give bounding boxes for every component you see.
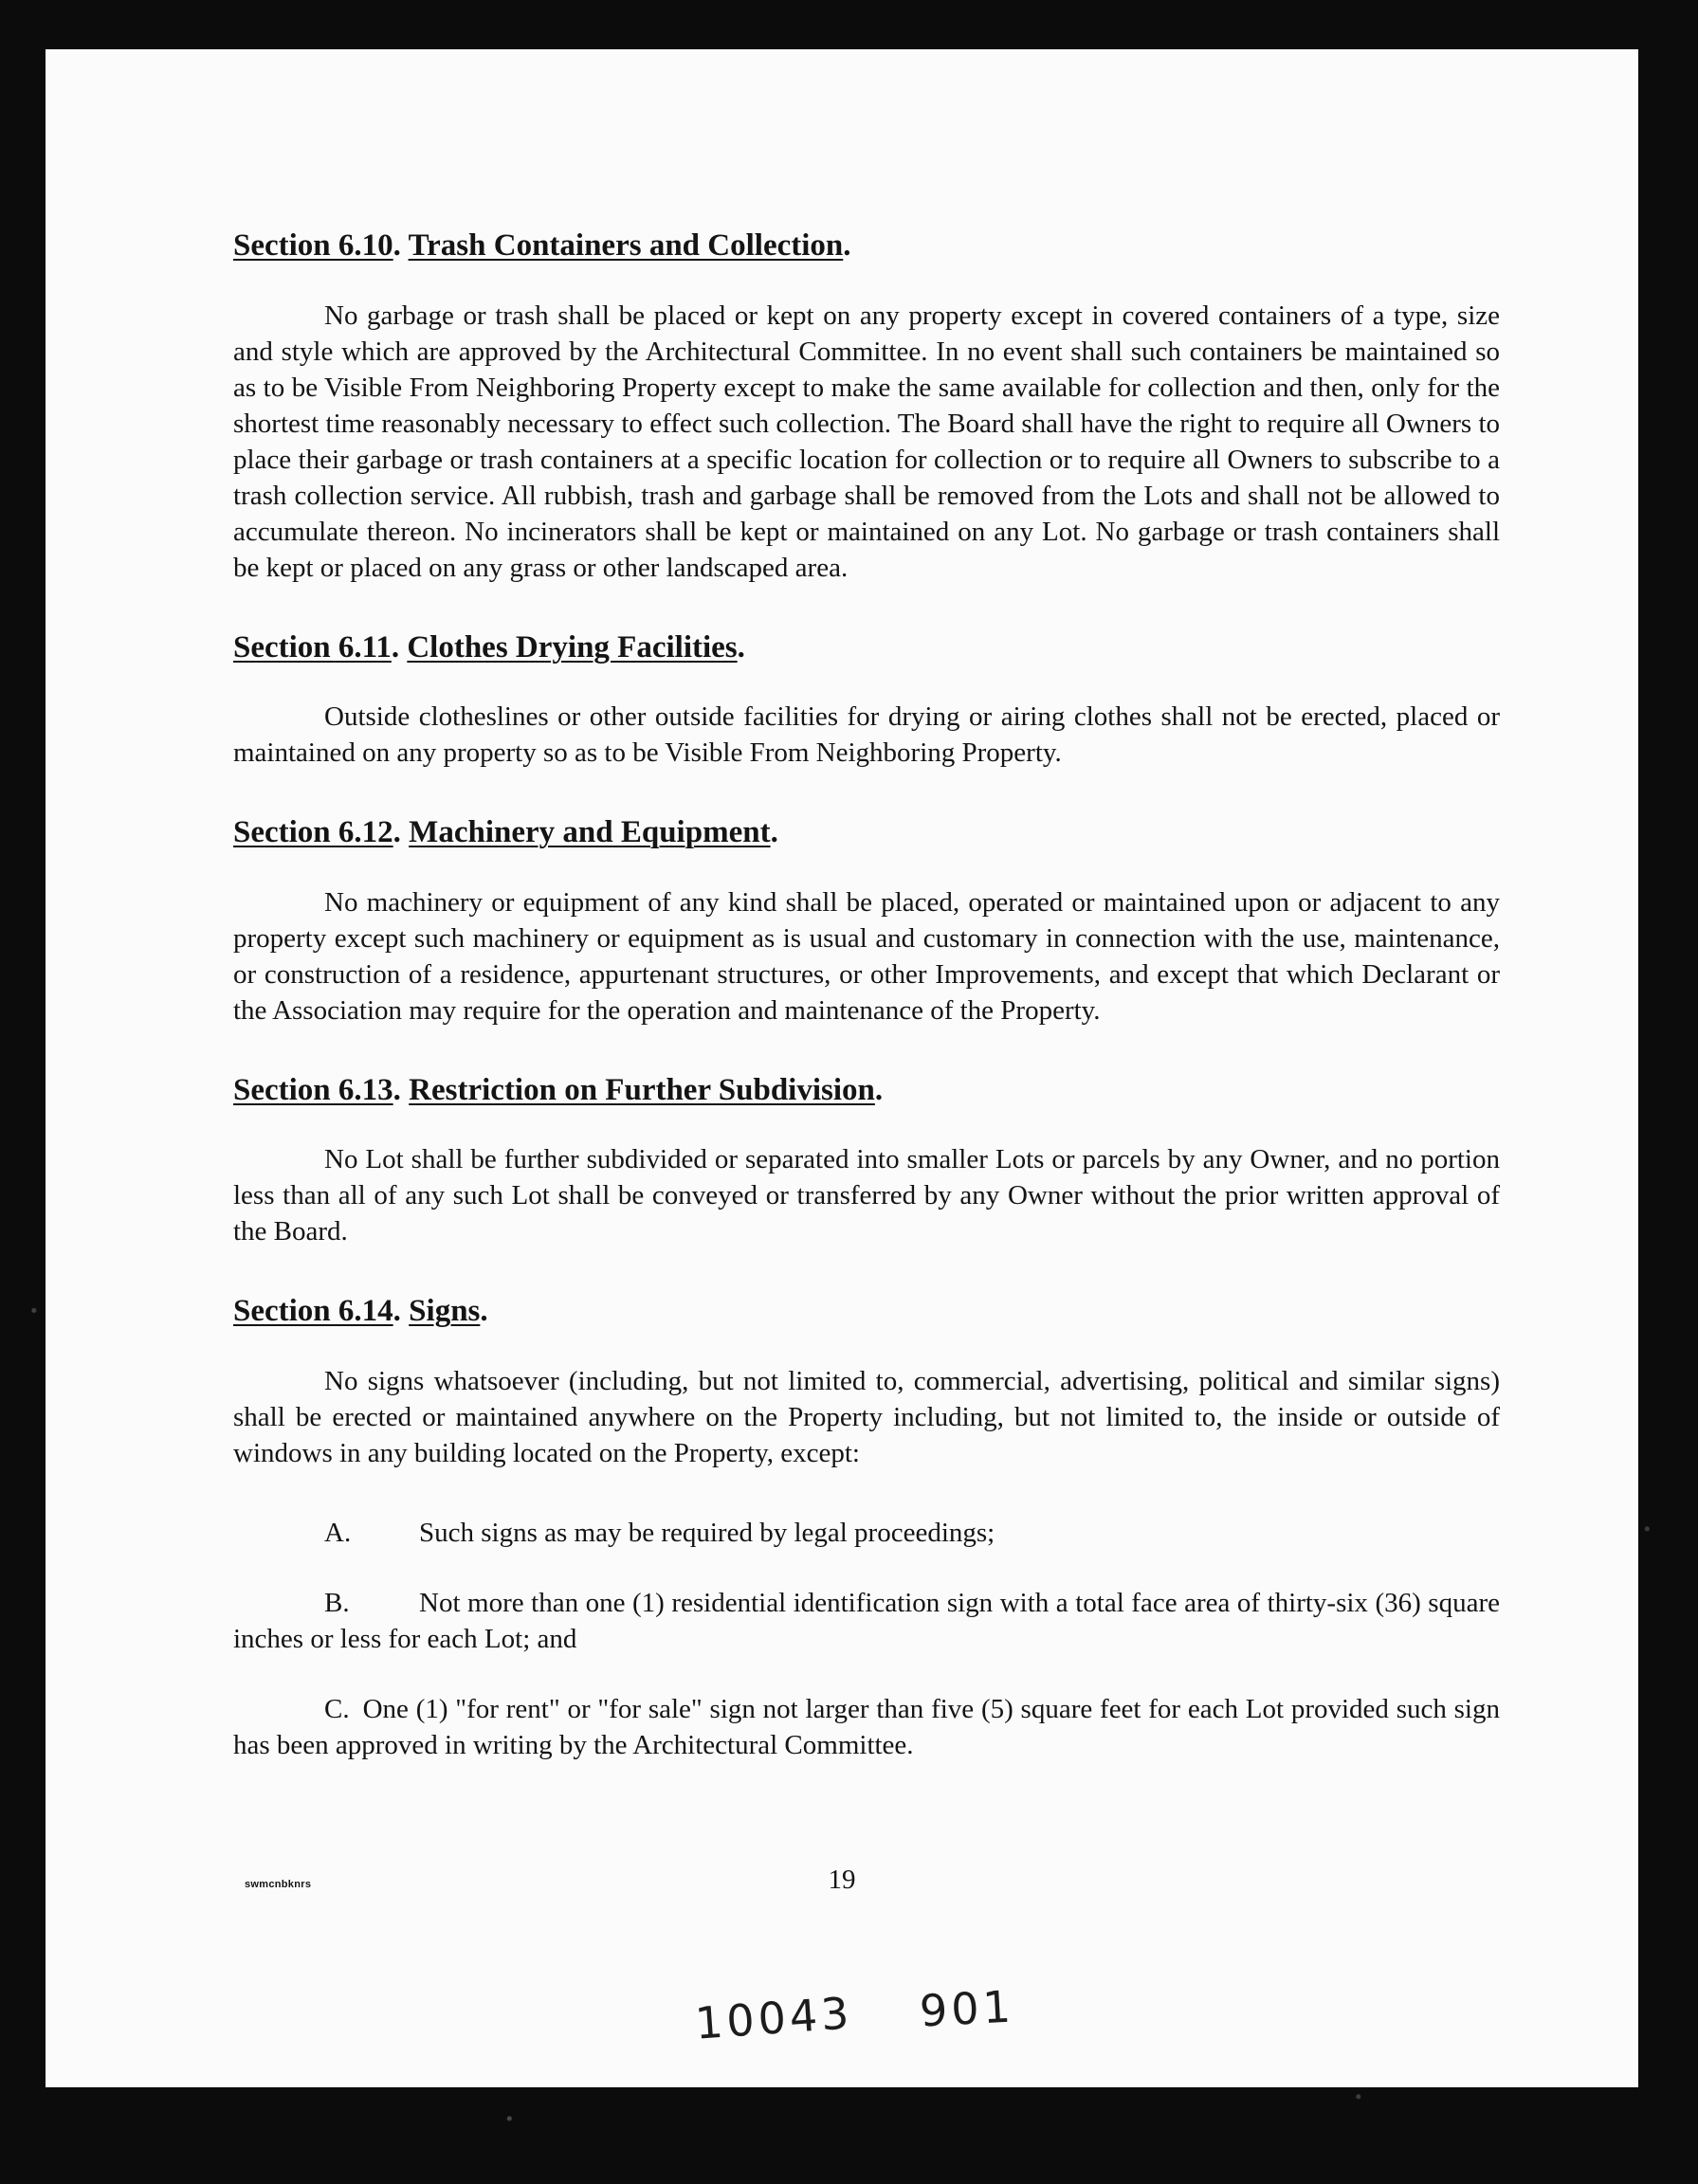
list-text: Such signs as may be required by legal proceedings; [419, 1517, 995, 1548]
section-number: Section 6.10 [233, 228, 393, 263]
section-heading-6-11: Section 6.11. Clothes Drying Facilities. [233, 629, 745, 664]
section-paragraph: No Lot shall be further subdivided or separated into smaller Lots or parcels by any Owner, and no portion less than all of any such Lot shall be conveyed or transferred by any Owner without the prior written approval of the Board. [233, 1144, 1500, 1247]
section-heading-6-12: Section 6.12. Machinery and Equipment. [233, 815, 778, 850]
list-letter: A. [324, 1517, 352, 1548]
section-paragraph: No machinery or equipment of any kind shall be placed, operated or maintained upon or adjacent to any property except such machinery or equipment as is usual and customary in connection with the use, maintenance, or construction of a residence, appurtenant structures, or other Improvements, and except that which Declarant or the Association may require for the operation and maintenance of the Property. [233, 886, 1500, 1026]
section-title: Restriction on Further Subdivision [409, 1072, 875, 1107]
list-text: One (1) "for rent" or "for sale" sign not larger than five (5) square feet for each Lot provided such sign has been approved in writing by the Architectural Committee. [233, 1693, 1500, 1760]
list-item-a [233, 1515, 1500, 1551]
section-paragraph: Outside clotheslines or other outside facilities for drying or airing clothes shall not be erected, placed or maintained on any property so as to be Visible From Neighboring Property. [233, 701, 1500, 769]
section-number: Section 6.12 [233, 815, 393, 850]
footer-file-code: swmcnbknrs [245, 1879, 312, 1890]
section-title: Clothes Drying Facilities [407, 629, 738, 664]
section-title: Trash Containers and Collection [408, 228, 844, 263]
section-heading-6-10: Section 6.10. Trash Containers and Collection. [233, 228, 851, 263]
section-heading-6-14: Section 6.14. Signs. [233, 1294, 488, 1329]
document-body [233, 228, 1500, 1797]
page-number: 19 [828, 1865, 856, 1895]
list-text: Not more than one (1) residential identification sign with a total face area of thirty-six (36) square inches or less for each Lot; and [233, 1587, 1500, 1654]
list-letter: C. [324, 1693, 350, 1724]
list-item-c [233, 1691, 1500, 1763]
recording-book-number: 10043 [693, 1987, 855, 2049]
section-title: Signs [409, 1294, 481, 1329]
list-letter: B. [324, 1587, 350, 1618]
section-heading-6-13: Section 6.13. Restriction on Further Subdivision. [233, 1072, 884, 1107]
section-number: Section 6.14 [233, 1294, 393, 1329]
section-title: Machinery and Equipment [409, 815, 771, 850]
section-number: Section 6.13 [233, 1072, 393, 1107]
list-item-b [233, 1585, 1500, 1657]
section-paragraph: No garbage or trash shall be placed or kept on any property except in covered containers of a type, size and style which are approved by the Architectural Committee. In no event shall such containers be maintained so as to be Visible From Neighboring Property except to make the same available for collection and then, only for the shortest time reasonably necessary to effect such collection. The Board shall have the right to require all Owners to place their garbage or trash containers at a specific location for collection or to require all Owners to subscribe to a trash collection service. All rubbish, trash and garbage shall be removed from the Lots and shall not be allowed to accumulate thereon. No incinerators shall be kept or maintained on any Lot. No garbage or trash containers shall be kept or placed on any grass or other landscaped area. [233, 300, 1500, 583]
recording-page-number: 901 [918, 1980, 1016, 2037]
document-page [46, 49, 1638, 2087]
section-paragraph: No signs whatsoever (including, but not limited to, commercial, advertising, political and similar signs) shall be erected or maintained anywhere on the Property including, but not limited to, the inside or outside of windows in any building located on the Property, except: [233, 1365, 1500, 1468]
section-number: Section 6.11 [233, 629, 392, 664]
